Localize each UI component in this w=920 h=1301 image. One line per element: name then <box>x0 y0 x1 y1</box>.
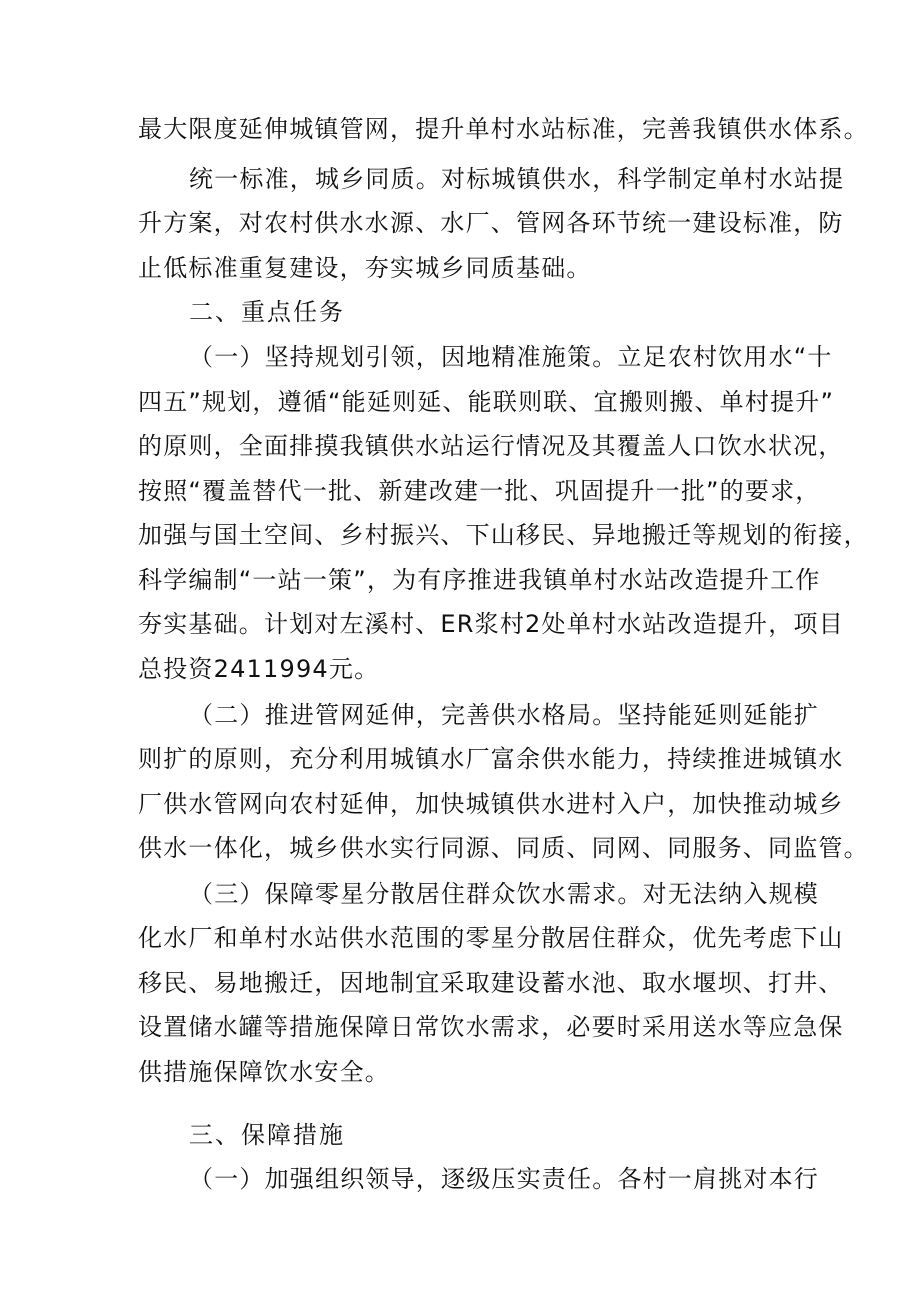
section-heading: 三、保障措施 <box>189 1121 345 1149</box>
text-line: （二）推进管网延伸，完善供水格局。坚持能延则延能扩 <box>189 701 819 729</box>
text-line: 厂供水管网向农村延伸，加快城镇供水进村入户，加快推动城乡 <box>138 790 844 818</box>
text-line: 最大限度延伸城镇管网，提升单村水站标准，完善我镇供水体系。 <box>138 115 869 143</box>
text-line: 供水一体化，城乡供水实行同源、同质、同网、同服务、同监管。 <box>138 834 869 862</box>
text-line: 统一标准，城乡同质。对标城镇供水，科学制定单村水站提 <box>189 165 845 193</box>
text-line: 科学编制“一站一策”，为有序推进我镇单村水站改造提升工作 <box>138 566 821 594</box>
section-heading: 二、重点任务 <box>189 298 345 326</box>
text-line: 升方案，对农村供水水源、水厂、管网各环节统一建设标准，防 <box>138 209 844 237</box>
text-line: 夯实基础。计划对左溪村、ER浆村2处单村水站改造提升，项目 <box>138 610 844 638</box>
text-line: 按照“覆盖替代一批、新建改建一批、巩固提升一批”的要求， <box>138 477 821 505</box>
text-line: 的原则，全面排摸我镇供水站运行情况及其覆盖人口饮水状况， <box>138 432 844 460</box>
text-line: 则扩的原则，充分利用城镇水厂富余供水能力，持续推进城镇水 <box>138 745 844 773</box>
text-line: 供措施保障饮水安全。 <box>138 1058 390 1086</box>
text-line: 止低标准重复建设，夯实城乡同质基础。 <box>138 254 592 282</box>
text-line: 加强与国土空间、乡村振兴、下山移民、异地搬迁等规划的衔接， <box>138 521 869 549</box>
text-line: 化水厂和单村水站供水范围的零星分散居住群众，优先考虑下山 <box>138 924 844 952</box>
text-line: 设置储水罐等措施保障日常饮水需求，必要时采用送水等应急保 <box>138 1013 844 1041</box>
text-line: （一）加强组织领导，逐级压实责任。各村一肩挑对本行 <box>189 1165 819 1193</box>
text-line: 四五”规划，遵循“能延则延、能联则联、宜搬则搬、单村提升” <box>138 388 835 416</box>
text-line: （三）保障零星分散居住群众饮水需求。对无法纳入规模 <box>189 880 819 908</box>
text-line: 移民、易地搬迁，因地制宜采取建设蓄水池、取水堰坝、打井、 <box>138 969 844 997</box>
text-line: （一）坚持规划引领，因地精准施策。立足农村饮用水“十 <box>189 343 833 371</box>
text-line: 总投资2411994元。 <box>138 655 380 683</box>
